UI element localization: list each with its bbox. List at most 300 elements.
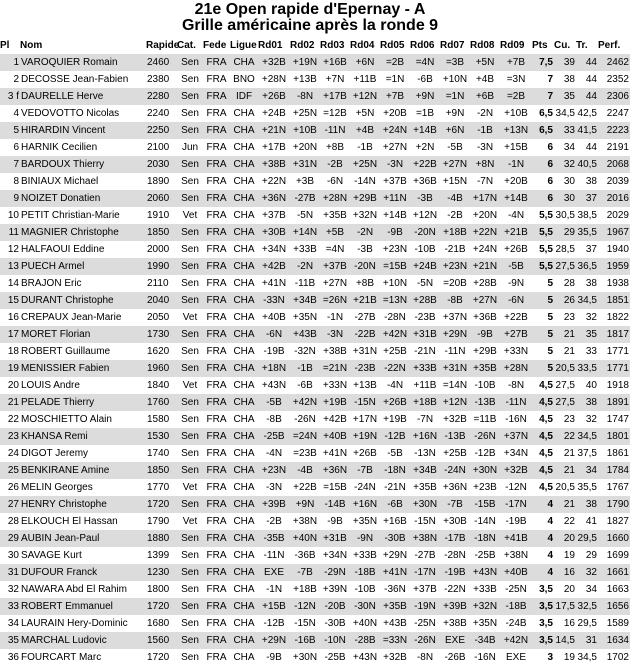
cell-rd05: -4N (380, 377, 410, 394)
cell-tiebreak: 31 (576, 632, 598, 649)
cell-rd04: +11B (350, 71, 380, 88)
column-header-name: Nom (20, 40, 43, 51)
cell-rating: 2250 (146, 122, 177, 139)
cell-points: 5 (532, 360, 554, 377)
cell-rd02: -4B (290, 462, 320, 479)
column-header-rank: Pl (0, 40, 10, 51)
cell-tiebreak: 34,5 (576, 428, 598, 445)
column-header-rd09: Rd09 (500, 40, 525, 51)
cell-rank: 36 (0, 649, 20, 666)
cell-rd08: +35B (470, 360, 500, 377)
table-row (0, 360, 630, 377)
cell-rd01: -1N (258, 581, 290, 598)
cell-league: CHA (230, 241, 258, 258)
cell-rd06: +37B (410, 581, 440, 598)
cell-name: ELKOUCH El Hassan (20, 513, 146, 530)
cell-name: LAURAIN Hery-Dominic (20, 615, 146, 632)
cell-rank: 3 f (0, 88, 20, 105)
cell-rd09: +26B (500, 241, 532, 258)
cell-rd06: +38N (410, 530, 440, 547)
cell-name: KHANSA Remi (20, 428, 146, 445)
cell-rating: 1740 (146, 445, 177, 462)
cell-league: CHA (230, 411, 258, 428)
table-row (0, 139, 630, 156)
cell-federation: FRA (203, 156, 230, 173)
cell-rank: 33 (0, 598, 20, 615)
cell-name: NAWARA Abd El Rahim (20, 581, 146, 598)
cell-rd05: =33N (380, 632, 410, 649)
cell-rating: 1910 (146, 207, 177, 224)
cell-federation: FRA (203, 241, 230, 258)
cell-rd02: +20N (290, 139, 320, 156)
cell-league: CHA (230, 360, 258, 377)
cell-rd09: =3N (500, 71, 532, 88)
cell-rd01: -3N (258, 479, 290, 496)
cell-rank: 18 (0, 343, 20, 360)
table-row (0, 530, 630, 547)
cell-rd09: +7B (500, 54, 532, 71)
cell-rd07: =14N (440, 377, 470, 394)
cell-name: MORET Florian (20, 326, 146, 343)
cell-name: DIGOT Jeremy (20, 445, 146, 462)
cell-rd08: -14N (470, 513, 500, 530)
cell-category: Sen (177, 241, 203, 258)
cell-rd09: EXE (500, 649, 532, 666)
cell-rd06: +2N (410, 139, 440, 156)
cell-league: CHA (230, 292, 258, 309)
cell-name: FOURCART Marc (20, 649, 146, 666)
cell-rd09: -9N (500, 275, 532, 292)
cell-rd08: +5N (470, 54, 500, 71)
cell-federation: FRA (203, 88, 230, 105)
cell-name: HARNIK Cecilien (20, 139, 146, 156)
cell-rating: 2060 (146, 190, 177, 207)
cell-rating: 2000 (146, 241, 177, 258)
cell-rating: 1840 (146, 377, 177, 394)
cell-rd08: +4B (470, 71, 500, 88)
cell-tiebreak: 34,5 (576, 292, 598, 309)
cell-rd06: -15N (410, 513, 440, 530)
cell-rd09: -4N (500, 207, 532, 224)
cell-rd03: +37B (320, 258, 350, 275)
cell-federation: FRA (203, 377, 230, 394)
cell-rd04: +43N (350, 649, 380, 666)
cell-federation: FRA (203, 54, 230, 71)
cell-rd02: +40N (290, 530, 320, 547)
cell-rd07: +12N (440, 394, 470, 411)
cell-rd04: -15N (350, 394, 380, 411)
cell-tiebreak: 34 (576, 462, 598, 479)
cell-rd04: +35N (350, 513, 380, 530)
cell-tiebreak: 29,5 (576, 530, 598, 547)
cell-rd08: -25B (470, 547, 500, 564)
cell-name: ROBERT Guillaume (20, 343, 146, 360)
cell-rd07: -13B (440, 428, 470, 445)
cell-rd06: -17N (410, 564, 440, 581)
cell-rd04: +13B (350, 377, 380, 394)
cell-rank: 20 (0, 377, 20, 394)
cell-rank: 24 (0, 445, 20, 462)
column-header-rating: Rapide (146, 40, 180, 51)
cell-rd03: -14B (320, 496, 350, 513)
cell-rd04: +29B (350, 190, 380, 207)
table-row (0, 445, 630, 462)
cell-rd03: +42B (320, 411, 350, 428)
cell-rd07: +25B (440, 445, 470, 462)
cell-rating: 1990 (146, 258, 177, 275)
cell-category: Sen (177, 615, 203, 632)
page-title: 21e Open rapide d'Epernay - A (194, 1, 426, 18)
cell-rd04: -22B (350, 326, 380, 343)
cell-rd02: -15N (290, 615, 320, 632)
cell-cumulative: 28,5 (554, 241, 576, 258)
cell-category: Sen (177, 564, 203, 581)
cell-rd02: -7B (290, 564, 320, 581)
cell-rd05: -12B (380, 428, 410, 445)
cell-rd09: +10B (500, 105, 532, 122)
table-row (0, 411, 630, 428)
cell-rd03: +7N (320, 71, 350, 88)
cell-performance: 1827 (598, 513, 630, 530)
cell-rd02: -1B (290, 360, 320, 377)
cell-rank: 23 (0, 428, 20, 445)
cell-rating: 1720 (146, 649, 177, 666)
cell-rd09: -16N (500, 411, 532, 428)
cell-points: 5 (532, 292, 554, 309)
cell-rd03: -11N (320, 122, 350, 139)
cell-rd09: +41B (500, 530, 532, 547)
cell-federation: FRA (203, 530, 230, 547)
cell-rd07: +38B (440, 615, 470, 632)
table-row (0, 377, 630, 394)
cell-name: BENKIRANE Amine (20, 462, 146, 479)
cell-rd05: +35B (380, 598, 410, 615)
cell-performance: 1851 (598, 292, 630, 309)
cell-rd08: +30N (470, 462, 500, 479)
cell-tiebreak: 32 (576, 309, 598, 326)
cell-name: HALFAOUI Eddine (20, 241, 146, 258)
cell-performance: 2352 (598, 71, 630, 88)
column-header-rd08: Rd08 (470, 40, 495, 51)
cell-rd03: =12B (320, 105, 350, 122)
cell-rd07: +36N (440, 479, 470, 496)
cell-rd07: -5B (440, 139, 470, 156)
cell-league: CHA (230, 190, 258, 207)
cell-points: 4,5 (532, 394, 554, 411)
cell-performance: 1938 (598, 275, 630, 292)
cell-cumulative: 34 (554, 139, 576, 156)
cell-rank: 8 (0, 173, 20, 190)
cell-league: CHA (230, 615, 258, 632)
cell-rd08: +43N (470, 564, 500, 581)
cell-rd04: +33B (350, 547, 380, 564)
cell-cumulative: 14,5 (554, 632, 576, 649)
cell-rd04: +31N (350, 343, 380, 360)
cell-tiebreak: 38,5 (576, 207, 598, 224)
cell-rating: 1720 (146, 496, 177, 513)
cell-rating: 1399 (146, 547, 177, 564)
cell-federation: FRA (203, 71, 230, 88)
cell-rd07: +37N (440, 309, 470, 326)
cell-points: 6 (532, 156, 554, 173)
cell-league: CHA (230, 598, 258, 615)
cell-category: Sen (177, 598, 203, 615)
cell-rd01: +24B (258, 105, 290, 122)
cell-cumulative: 23 (554, 309, 576, 326)
cell-cumulative: 22 (554, 428, 576, 445)
cell-rd01: -8B (258, 411, 290, 428)
table-row (0, 547, 630, 564)
cell-name: HIRARDIN Vincent (20, 122, 146, 139)
cell-rd04: +5N (350, 105, 380, 122)
cell-rd01: +37B (258, 207, 290, 224)
cell-cumulative: 16 (554, 564, 576, 581)
cell-rd01: +22N (258, 173, 290, 190)
cell-rd06: +30N (410, 496, 440, 513)
cell-category: Sen (177, 122, 203, 139)
cell-rd05: -6B (380, 496, 410, 513)
cell-rd02: -5N (290, 207, 320, 224)
cell-rd08: +17N (470, 190, 500, 207)
cell-rd05: -18N (380, 462, 410, 479)
cell-rd04: +26B (350, 445, 380, 462)
cell-rd02: -8N (290, 88, 320, 105)
table-row (0, 156, 630, 173)
cell-performance: 2223 (598, 122, 630, 139)
table-row (0, 581, 630, 598)
cell-rd01: +18N (258, 360, 290, 377)
cell-tiebreak: 44 (576, 54, 598, 71)
cell-rd01: -5B (258, 394, 290, 411)
cell-rd02: -2N (290, 258, 320, 275)
cell-performance: 2039 (598, 173, 630, 190)
cell-rank: 27 (0, 496, 20, 513)
cell-rank: 13 (0, 258, 20, 275)
cell-cumulative: 21 (554, 496, 576, 513)
cell-category: Vet (177, 479, 203, 496)
cell-rd04: +6N (350, 54, 380, 71)
cell-rd06: =4N (410, 54, 440, 71)
cell-rd08: -18N (470, 530, 500, 547)
cell-rating: 1880 (146, 530, 177, 547)
cell-cumulative: 30,5 (554, 207, 576, 224)
cell-rd03: +41N (320, 445, 350, 462)
cell-federation: FRA (203, 462, 230, 479)
cell-league: CHA (230, 224, 258, 241)
cell-cumulative: 33 (554, 122, 576, 139)
cell-rd03: +33N (320, 377, 350, 394)
cell-rd02: =24N (290, 428, 320, 445)
cell-rd09: -1N (500, 156, 532, 173)
cell-rd01: +41N (258, 275, 290, 292)
cell-rd01: +38B (258, 156, 290, 173)
cell-rank: 16 (0, 309, 20, 326)
cell-rd07: =20B (440, 275, 470, 292)
cell-category: Sen (177, 581, 203, 598)
cell-federation: FRA (203, 428, 230, 445)
cell-rank: 6 (0, 139, 20, 156)
cell-rd09: +32B (500, 462, 532, 479)
cell-federation: FRA (203, 547, 230, 564)
cell-rd09: +28N (500, 360, 532, 377)
cell-rd06: +22B (410, 156, 440, 173)
cell-rd02: +9N (290, 496, 320, 513)
cell-points: 5 (532, 343, 554, 360)
cell-performance: 2306 (598, 88, 630, 105)
cell-rd01: -6N (258, 326, 290, 343)
cell-cumulative: 28 (554, 275, 576, 292)
cell-league: CHA (230, 207, 258, 224)
table-row (0, 258, 630, 275)
cell-cumulative: 21 (554, 462, 576, 479)
cell-rd03: =21N (320, 360, 350, 377)
cell-federation: FRA (203, 105, 230, 122)
cell-federation: FRA (203, 598, 230, 615)
cell-rd04: +17N (350, 411, 380, 428)
cell-rd07: +9N (440, 105, 470, 122)
cell-rd01: +43N (258, 377, 290, 394)
cell-rd02: +18B (290, 581, 320, 598)
cell-cumulative: 22 (554, 513, 576, 530)
cell-points: 6 (532, 173, 554, 190)
standings-table (0, 37, 630, 666)
cell-tiebreak: 34,5 (576, 649, 598, 666)
cell-rd08: +8N (470, 156, 500, 173)
cell-points: 4,5 (532, 479, 554, 496)
cell-performance: 1790 (598, 496, 630, 513)
cell-cumulative: 34,5 (554, 105, 576, 122)
table-row (0, 394, 630, 411)
cell-rd07: -17B (440, 530, 470, 547)
cell-rd04: -9N (350, 530, 380, 547)
cell-rating: 1560 (146, 632, 177, 649)
cell-tiebreak: 29,5 (576, 615, 598, 632)
table-row (0, 615, 630, 632)
cell-rd06: -7N (410, 411, 440, 428)
cell-federation: FRA (203, 496, 230, 513)
cell-rd02: +42N (290, 394, 320, 411)
cell-rating: 1890 (146, 173, 177, 190)
cell-rd04: +21B (350, 292, 380, 309)
cell-category: Sen (177, 88, 203, 105)
cell-rd02: +19N (290, 54, 320, 71)
cell-rd04: -24N (350, 479, 380, 496)
cell-rd04: +32N (350, 207, 380, 224)
cell-rd06: -10B (410, 241, 440, 258)
cell-performance: 2462 (598, 54, 630, 71)
cell-rank: 21 (0, 394, 20, 411)
column-header-tiebreak: Tr. (576, 40, 588, 51)
cell-rating: 1770 (146, 479, 177, 496)
cell-rd06: -3B (410, 190, 440, 207)
cell-name: PETIT Christian-Marie (20, 207, 146, 224)
cell-rd05: +41N (380, 564, 410, 581)
cell-category: Sen (177, 343, 203, 360)
cell-tiebreak: 35,5 (576, 479, 598, 496)
column-header-category: Cat. (177, 40, 196, 51)
cell-points: 5,5 (532, 224, 554, 241)
cell-rd05: -22N (380, 360, 410, 377)
column-header-points: Pts (532, 40, 548, 51)
cell-category: Sen (177, 326, 203, 343)
cell-tiebreak: 33 (576, 343, 598, 360)
cell-rank: 19 (0, 360, 20, 377)
cell-points: 5,5 (532, 207, 554, 224)
cell-rd08: +36B (470, 309, 500, 326)
cell-rd05: +42N (380, 326, 410, 343)
cell-rd05: -30B (380, 530, 410, 547)
cell-rd03: +40B (320, 428, 350, 445)
cell-rd04: +19N (350, 428, 380, 445)
cell-rd07: -11N (440, 343, 470, 360)
cell-category: Sen (177, 224, 203, 241)
cell-rd05: =2B (380, 54, 410, 71)
cell-cumulative: 27,5 (554, 377, 576, 394)
cell-rd09: +22B (500, 309, 532, 326)
cell-rd05: +23N (380, 241, 410, 258)
cell-points: 5 (532, 309, 554, 326)
column-header-cumulative: Cu. (554, 40, 571, 51)
cell-rd02: -26N (290, 411, 320, 428)
cell-rd03: -10N (320, 632, 350, 649)
cell-rating: 1230 (146, 564, 177, 581)
cell-rd01: +15B (258, 598, 290, 615)
cell-rd06: +14B (410, 122, 440, 139)
cell-rd03: -25B (320, 649, 350, 666)
cell-tiebreak: 37,5 (576, 445, 598, 462)
cell-points: 5 (532, 275, 554, 292)
cell-category: Sen (177, 394, 203, 411)
cell-tiebreak: 32 (576, 411, 598, 428)
table-row (0, 173, 630, 190)
cell-rd01: +26B (258, 88, 290, 105)
cell-performance: 1702 (598, 649, 630, 666)
cell-federation: FRA (203, 122, 230, 139)
cell-rd05: -36N (380, 581, 410, 598)
cell-rd08: -10B (470, 377, 500, 394)
cell-category: Sen (177, 462, 203, 479)
cell-rd07: =3B (440, 54, 470, 71)
cell-rd01: -25B (258, 428, 290, 445)
cell-rd09: -17N (500, 496, 532, 513)
cell-rd03: -6N (320, 173, 350, 190)
cell-rd09: +20B (500, 173, 532, 190)
cell-rank: 10 (0, 207, 20, 224)
cell-rd09: +14B (500, 190, 532, 207)
cell-rd07: +39B (440, 598, 470, 615)
cell-rd08: +21N (470, 258, 500, 275)
cell-rd06: -21N (410, 343, 440, 360)
cell-league: CHA (230, 496, 258, 513)
cell-rd06: +28B (410, 292, 440, 309)
cell-rd01: +17B (258, 139, 290, 156)
cell-points: 4,5 (532, 411, 554, 428)
cell-category: Sen (177, 156, 203, 173)
table-row (0, 275, 630, 292)
cell-rating: 1800 (146, 581, 177, 598)
cell-performance: 1747 (598, 411, 630, 428)
cell-federation: FRA (203, 190, 230, 207)
cell-performance: 1661 (598, 564, 630, 581)
cell-rd06: +16N (410, 428, 440, 445)
cell-rd03: +36N (320, 462, 350, 479)
column-header-rd07: Rd07 (440, 40, 465, 51)
cell-rd06: +34B (410, 462, 440, 479)
cell-league: CHA (230, 275, 258, 292)
cell-category: Sen (177, 105, 203, 122)
cell-rd05: +14B (380, 207, 410, 224)
cell-rd04: -3B (350, 241, 380, 258)
